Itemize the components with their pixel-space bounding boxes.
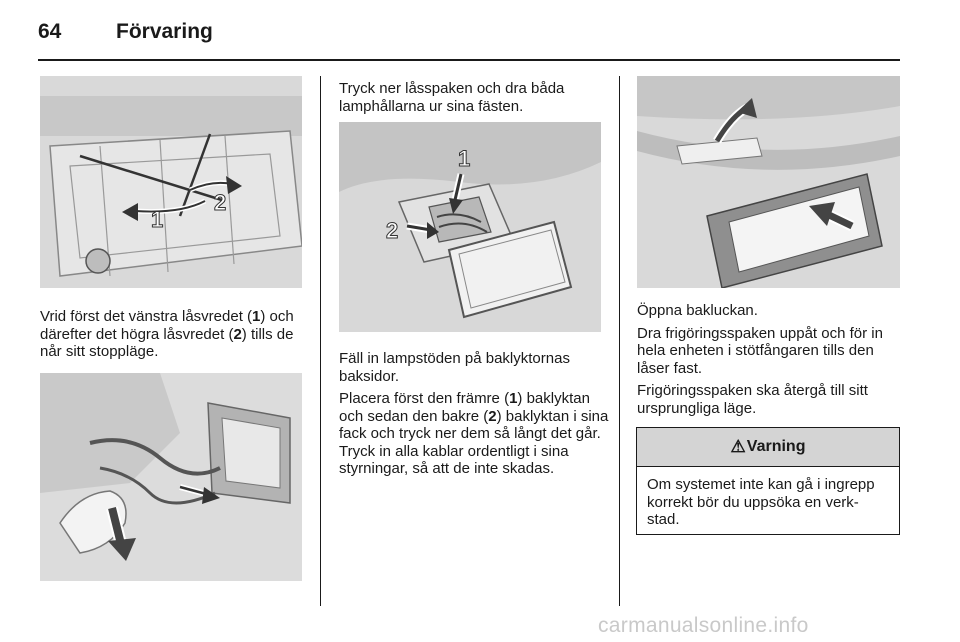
ref-1: 1 <box>509 390 518 407</box>
text-run: ) baklyktan och sedan den bakre ( <box>339 390 590 425</box>
ref-2: 2 <box>488 407 497 425</box>
text-run: ) tills de når sitt stoppläge. <box>40 325 294 360</box>
warning-box <box>636 427 900 535</box>
watermark: carmanualsonline.info <box>598 614 809 637</box>
text-run: ) och därefter det högra låsvredet ( <box>40 308 294 343</box>
bumper-insert-illustration <box>637 76 900 288</box>
col2-text <box>339 350 611 483</box>
page-header <box>38 14 900 58</box>
page-title: Förvaring <box>116 20 213 43</box>
warning-header <box>637 428 899 467</box>
figure-label-1: 1 <box>151 207 164 232</box>
page-number: 64 <box>38 20 62 43</box>
col2-paragraph-2 <box>339 390 611 478</box>
col3-paragraph-2: Dra frigöringsspaken uppåt och för in hela enheten i stötfångaren tills den låser fast. <box>637 324 883 377</box>
text-run: Vrid först det vänstra låsvredet ( <box>40 308 253 325</box>
col3-text <box>637 302 907 422</box>
col1-text <box>40 308 308 366</box>
column-divider-1 <box>320 76 321 606</box>
figure-lamp-holder-cable <box>40 373 302 581</box>
text-run: Placera först den främre ( <box>339 390 510 407</box>
warning-triangle-icon: ⚠ <box>730 437 746 456</box>
ref-2: 2 <box>233 325 242 343</box>
header-rule <box>38 59 900 61</box>
figure-bumper-insert <box>637 76 900 288</box>
text-run: ) baklyktan i sina fack och tryck ner dem så långt det går. Tryck in alla kablar ordentligt i sina styrningar, så att de inte skadas. <box>339 407 609 477</box>
column-divider-2 <box>619 76 620 606</box>
col1-paragraph <box>40 308 308 361</box>
figure-label-2: 2 <box>214 190 227 215</box>
figure-label-1: 1 <box>458 146 471 171</box>
warning-title: Varning <box>746 438 806 455</box>
figure-label-2: 2 <box>386 218 399 243</box>
figure-lock-knobs <box>40 76 302 288</box>
col3-paragraph-1: Öppna bakluckan. <box>637 302 758 319</box>
col2-paragraph-1: Fäll in lampstöden på baklyktornas baksidor. <box>339 350 570 385</box>
lamp-holder-illustration <box>40 373 302 581</box>
figure-rear-lamps <box>339 122 601 332</box>
ref-1: 1 <box>252 308 261 325</box>
lock-knobs-illustration <box>40 76 302 288</box>
col2-intro-paragraph: Tryck ner låsspaken och dra båda lamphållarna ur sina fästen. <box>339 80 565 115</box>
col3-paragraph-3: Frigöringsspaken ska återgå till sitt ursprungliga läge. <box>637 382 868 417</box>
warning-body: Om systemet inte kan gå i ingrepp korrekt bör du uppsöka en verk-stad. <box>647 476 875 528</box>
rear-lamps-illustration <box>339 122 601 332</box>
col2-intro <box>339 80 609 120</box>
